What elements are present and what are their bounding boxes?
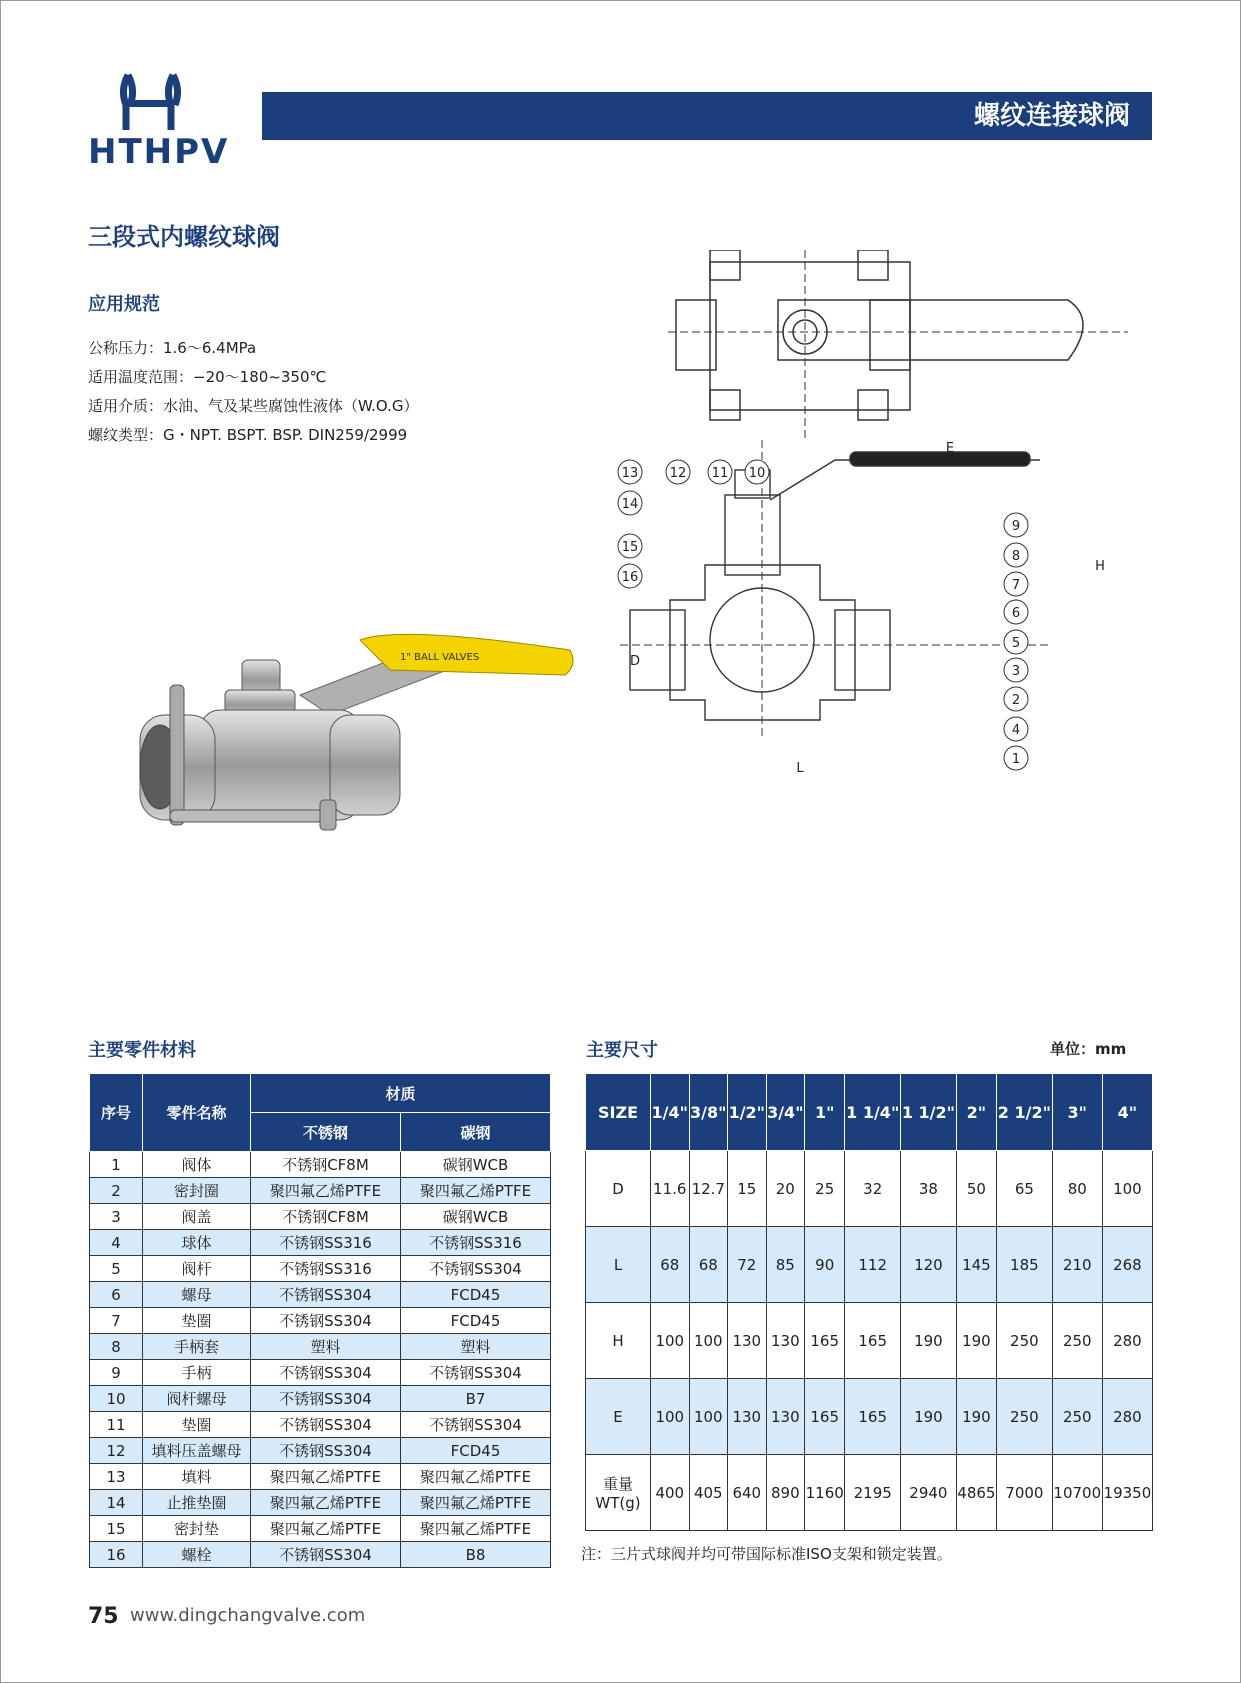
table-cell: 190 [901, 1379, 957, 1455]
col-size-value: 1 1/4" [845, 1074, 901, 1151]
col-size-value: 2" [956, 1074, 996, 1151]
table-cell: 400 [651, 1455, 690, 1531]
table-cell: 不锈钢SS304 [401, 1360, 551, 1386]
callout-5: 5 [1011, 636, 1021, 651]
dimensions-table [585, 1073, 1153, 1531]
table-cell: 68 [689, 1227, 728, 1303]
table-cell: 15 [728, 1151, 767, 1227]
table-cell: 不锈钢SS304 [251, 1386, 401, 1412]
table-cell: 100 [689, 1303, 728, 1379]
table-cell: 不锈钢SS316 [401, 1230, 551, 1256]
table-cell: 不锈钢CF8M [251, 1204, 401, 1230]
callout-9: 9 [1011, 519, 1021, 534]
row-label: D [586, 1151, 651, 1227]
table-row [90, 1360, 551, 1386]
table-cell: 38 [901, 1151, 957, 1227]
table-cell: 不锈钢SS316 [251, 1256, 401, 1282]
table-cell: 手柄套 [143, 1334, 251, 1360]
table-cell: 50 [956, 1151, 996, 1227]
dims-heading: 主要尺寸 [586, 1040, 658, 1061]
col-size-value: 3/8" [689, 1074, 728, 1151]
callout-4: 4 [1011, 723, 1021, 738]
table-cell: 14 [90, 1490, 143, 1516]
table-cell: 塑料 [251, 1334, 401, 1360]
dim-label-l: L [796, 761, 804, 776]
col-size: SIZE [586, 1074, 651, 1151]
table-cell: 250 [997, 1379, 1053, 1455]
table-cell: 130 [728, 1303, 767, 1379]
table-cell: 不锈钢SS304 [251, 1282, 401, 1308]
table-row [90, 1256, 551, 1282]
table-row [90, 1230, 551, 1256]
callout-10: 10 [748, 466, 766, 481]
table-cell: 190 [956, 1303, 996, 1379]
valve-photo [130, 630, 580, 920]
logo-text: HTHPV [88, 132, 230, 172]
table-cell: 32 [845, 1151, 901, 1227]
valve-top-view-drawing [668, 250, 1138, 440]
table-cell: 3 [90, 1204, 143, 1230]
table-cell: 640 [728, 1455, 767, 1531]
table-cell: 145 [956, 1227, 996, 1303]
table-cell: 100 [1102, 1151, 1152, 1227]
table-cell: 280 [1102, 1379, 1152, 1455]
table-cell: 15 [90, 1516, 143, 1542]
callout-2: 2 [1011, 693, 1021, 708]
table-row [586, 1227, 1153, 1303]
spec-temperature: 适用温度范围：−20～180~350℃ [88, 368, 327, 386]
col-size-value: 1/4" [651, 1074, 690, 1151]
table-cell: 130 [766, 1303, 805, 1379]
table-cell: 聚四氟乙烯PTFE [401, 1464, 551, 1490]
table-row [90, 1308, 551, 1334]
callout-11: 11 [711, 466, 729, 481]
col-no: 序号 [90, 1074, 143, 1152]
table-cell: 165 [805, 1303, 845, 1379]
table-cell: B8 [401, 1542, 551, 1568]
table-cell: 7000 [997, 1455, 1053, 1531]
table-cell: 5 [90, 1256, 143, 1282]
table-cell: 阀杆 [143, 1256, 251, 1282]
table-row [586, 1151, 1153, 1227]
table-cell: 250 [997, 1303, 1053, 1379]
table-cell: 250 [1052, 1303, 1102, 1379]
table-cell: 72 [728, 1227, 767, 1303]
table-cell: 9 [90, 1360, 143, 1386]
col-size-value: 4" [1102, 1074, 1152, 1151]
table-row [90, 1490, 551, 1516]
row-label: H [586, 1303, 651, 1379]
table-cell: 不锈钢SS304 [251, 1438, 401, 1464]
table-cell: 聚四氟乙烯PTFE [251, 1178, 401, 1204]
table-cell: 密封圈 [143, 1178, 251, 1204]
table-cell: 185 [997, 1227, 1053, 1303]
table-cell: 聚四氟乙烯PTFE [401, 1516, 551, 1542]
table-row [90, 1204, 551, 1230]
table-cell: 12.7 [689, 1151, 728, 1227]
table-cell: 阀杆螺母 [143, 1386, 251, 1412]
valve-section-drawing [610, 440, 1150, 790]
dim-label-d: D [629, 654, 641, 669]
table-cell: FCD45 [401, 1282, 551, 1308]
table-cell: 190 [901, 1303, 957, 1379]
table-cell: 聚四氟乙烯PTFE [251, 1490, 401, 1516]
table-cell: 10700 [1052, 1455, 1102, 1531]
table-cell: 130 [728, 1379, 767, 1455]
table-cell: 碳钢WCB [401, 1204, 551, 1230]
product-title: 三段式内螺纹球阀 [88, 223, 280, 251]
table-cell: 止推垫圈 [143, 1490, 251, 1516]
table-cell: FCD45 [401, 1438, 551, 1464]
table-cell: 90 [805, 1227, 845, 1303]
table-cell: 165 [805, 1379, 845, 1455]
website-url: www.dingchangvalve.com [130, 1605, 366, 1626]
table-cell: 100 [651, 1303, 690, 1379]
table-cell: 6 [90, 1282, 143, 1308]
callout-3: 3 [1011, 664, 1021, 679]
table-cell: 80 [1052, 1151, 1102, 1227]
table-row [90, 1464, 551, 1490]
row-label: L [586, 1227, 651, 1303]
table-cell: 250 [1052, 1379, 1102, 1455]
table-cell: 不锈钢SS304 [251, 1360, 401, 1386]
table-cell: 68 [651, 1227, 690, 1303]
table-cell: 405 [689, 1455, 728, 1531]
table-row [90, 1412, 551, 1438]
table-cell: 165 [845, 1303, 901, 1379]
parts-heading: 主要零件材料 [88, 1040, 196, 1061]
table-cell: 10 [90, 1386, 143, 1412]
table-row [90, 1282, 551, 1308]
col-size-value: 1" [805, 1074, 845, 1151]
table-cell: 11 [90, 1412, 143, 1438]
table-cell: 不锈钢SS304 [251, 1308, 401, 1334]
table-row [90, 1386, 551, 1412]
callout-6: 6 [1011, 606, 1021, 621]
table-cell: 塑料 [401, 1334, 551, 1360]
spec-heading: 应用规范 [88, 294, 160, 315]
table-cell: 螺母 [143, 1282, 251, 1308]
table-cell: 890 [766, 1455, 805, 1531]
table-cell: 7 [90, 1308, 143, 1334]
table-cell: 不锈钢SS316 [251, 1230, 401, 1256]
table-cell: 16 [90, 1542, 143, 1568]
table-cell: 19350 [1102, 1455, 1152, 1531]
dim-label-e: E [945, 441, 955, 456]
table-cell: 4865 [956, 1455, 996, 1531]
table-cell: 垫圈 [143, 1412, 251, 1438]
row-label: E [586, 1379, 651, 1455]
table-cell: 130 [766, 1379, 805, 1455]
col-size-value: 1/2" [728, 1074, 767, 1151]
table-cell: B7 [401, 1386, 551, 1412]
col-name: 零件名称 [143, 1074, 251, 1152]
table-cell: 密封垫 [143, 1516, 251, 1542]
table-row [90, 1516, 551, 1542]
col-carbon: 碳钢 [401, 1113, 551, 1152]
unit-label: 单位：mm [1050, 1040, 1127, 1058]
table-cell: 2 [90, 1178, 143, 1204]
table-row [586, 1455, 1153, 1531]
spec-pressure: 公称压力：1.6～6.4MPa [88, 339, 257, 357]
callout-8: 8 [1011, 549, 1021, 564]
table-row [586, 1379, 1153, 1455]
callout-13: 13 [621, 466, 639, 481]
table-cell: 120 [901, 1227, 957, 1303]
table-cell: 268 [1102, 1227, 1152, 1303]
table-row [586, 1303, 1153, 1379]
callout-15: 15 [621, 540, 639, 555]
footnote: 注：三片式球阀并均可带国际标准ISO支架和锁定装置。 [581, 1545, 952, 1563]
table-row [90, 1334, 551, 1360]
table-cell: 1160 [805, 1455, 845, 1531]
table-cell: 2940 [901, 1455, 957, 1531]
table-cell: 不锈钢SS304 [251, 1412, 401, 1438]
table-cell: 阀体 [143, 1152, 251, 1178]
dim-label-h: H [1095, 559, 1105, 574]
table-cell: 100 [651, 1379, 690, 1455]
col-size-value: 3/4" [766, 1074, 805, 1151]
table-cell: 聚四氟乙烯PTFE [401, 1490, 551, 1516]
table-row [90, 1542, 551, 1568]
table-cell: 20 [766, 1151, 805, 1227]
table-cell: 手柄 [143, 1360, 251, 1386]
table-cell: 不锈钢SS304 [401, 1412, 551, 1438]
callout-14: 14 [621, 497, 639, 512]
handle-print: 1" BALL VALVES [400, 652, 480, 663]
row-label: 重量 WT(g) [586, 1455, 651, 1531]
table-cell: 2195 [845, 1455, 901, 1531]
table-cell: 聚四氟乙烯PTFE [251, 1464, 401, 1490]
table-cell: 螺栓 [143, 1542, 251, 1568]
table-row [90, 1438, 551, 1464]
table-cell: 11.6 [651, 1151, 690, 1227]
table-cell: 280 [1102, 1303, 1152, 1379]
table-cell: 65 [997, 1151, 1053, 1227]
col-stainless: 不锈钢 [251, 1113, 401, 1152]
table-cell: FCD45 [401, 1308, 551, 1334]
table-cell: 100 [689, 1379, 728, 1455]
table-cell: 不锈钢SS304 [401, 1256, 551, 1282]
table-cell: 球体 [143, 1230, 251, 1256]
table-cell: 165 [845, 1379, 901, 1455]
category-banner: 螺纹连接球阀 [262, 92, 1152, 140]
table-cell: 4 [90, 1230, 143, 1256]
table-cell: 85 [766, 1227, 805, 1303]
spec-medium: 适用介质：水油、气及某些腐蚀性液体（W.O.G） [88, 397, 419, 415]
table-cell: 1 [90, 1152, 143, 1178]
table-cell: 13 [90, 1464, 143, 1490]
callout-1: 1 [1011, 752, 1021, 767]
callout-7: 7 [1011, 578, 1021, 593]
col-size-value: 3" [1052, 1074, 1102, 1151]
table-cell: 填料 [143, 1464, 251, 1490]
spec-thread: 螺纹类型：G・NPT. BSPT. BSP. DIN259/2999 [88, 426, 408, 444]
callout-12: 12 [669, 466, 687, 481]
table-row [90, 1178, 551, 1204]
col-size-value: 2 1/2" [997, 1074, 1053, 1151]
table-cell: 聚四氟乙烯PTFE [401, 1178, 551, 1204]
table-cell: 碳钢WCB [401, 1152, 551, 1178]
table-cell: 垫圈 [143, 1308, 251, 1334]
col-material: 材质 [251, 1074, 551, 1113]
parts-material-table [89, 1073, 551, 1568]
col-size-value: 1 1/2" [901, 1074, 957, 1151]
callout-16: 16 [621, 570, 639, 585]
table-cell: 25 [805, 1151, 845, 1227]
table-cell: 8 [90, 1334, 143, 1360]
page-number: 75 [88, 1604, 119, 1629]
table-cell: 不锈钢SS304 [251, 1542, 401, 1568]
table-cell: 填料压盖螺母 [143, 1438, 251, 1464]
table-cell: 不锈钢CF8M [251, 1152, 401, 1178]
table-cell: 112 [845, 1227, 901, 1303]
table-cell: 12 [90, 1438, 143, 1464]
table-cell: 阀盖 [143, 1204, 251, 1230]
table-cell: 210 [1052, 1227, 1102, 1303]
table-cell: 190 [956, 1379, 996, 1455]
table-cell: 聚四氟乙烯PTFE [251, 1516, 401, 1542]
table-row [90, 1152, 551, 1178]
